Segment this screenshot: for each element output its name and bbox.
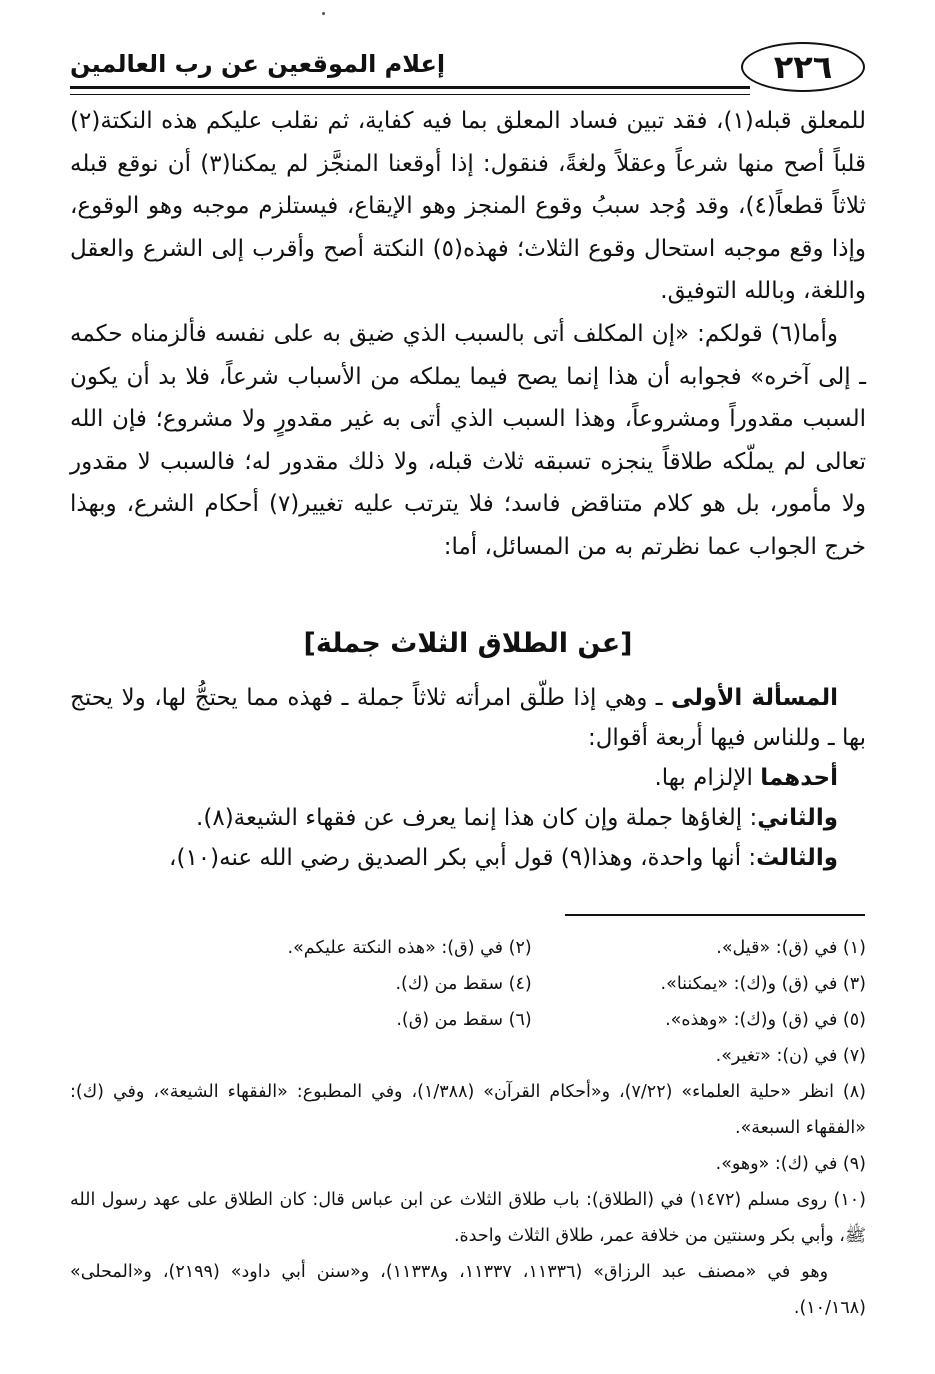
footnote-6: (٦) سقط من (ق). (396, 1010, 532, 1030)
footnote-2: (٢) في (ق): «هذه النكتة عليكم». (287, 938, 532, 958)
footnote-5: (٥) في (ق) و(ك): «وهذه». (665, 1010, 866, 1030)
footnote-4: (٤) سقط من (ك). (395, 974, 532, 994)
footnote-8: (٨) انظر «حلية العلماء» (٧/٢٢)، و«أحكام القرآن» (١/٣٨٨)، وفي المطبوع: «الفقهاء الشيعة»، وفي (ك): «الفقهاء السبعة». (70, 1082, 866, 1138)
page-header (70, 40, 865, 100)
main-text (70, 100, 866, 569)
paragraph-1: للمعلق قبله(١)، فقد تبين فساد المعلق بما فيه كفاية، ثم نقلب عليكم هذه النكتة(٢) قلباً أصح منها شرعاً وعقلاً ولغةً، فنقول: إذا أوقعنا المنجَّز لم يمكنا(٣) أن نوقع قبله ثلاثاً قطعاً(٤)، وقد وُجد سببُ وقوع المنجز وهو الإيقاع، فيستلزم موجبه وهو الوقوع، وإذا وقع موجبه استحال وقوع الثلاث؛ فهذه(٥) النكتة أصح وأقرب إلى الشرع والعقل واللغة، وبالله التوفيق. (70, 108, 866, 305)
footnote-separator (565, 914, 865, 916)
footnote-7: (٧) في (ن): «تغير». (715, 1046, 866, 1066)
footnote-9: (٩) في (ك): «وهو». (715, 1154, 866, 1174)
answer-3-text: : أنها واحدة، وهذا(٩) قول أبي بكر الصديق رضي الله عنه(١٠)، (169, 845, 757, 871)
answer-2-text: : إلغاؤها جملة وإن كان هذا إنما يعرف عن فقهاء الشيعة(٨). (196, 805, 758, 831)
footnote-1: (١) في (ق): «قيل». (716, 938, 866, 958)
question-1-lead: المسألة الأولى (671, 685, 838, 711)
scan-speck (322, 12, 325, 15)
answer-3 (70, 838, 866, 878)
section-heading: [عن الطلاق الثلاث جملة] (303, 628, 633, 659)
question-1-text: ـ وهي إذا طلّق امرأته ثلاثاً جملة ـ فهذه مما يحتجُّ لها، ولا يحتج بها ـ وللناس فيها أربعة أقوال: (70, 685, 866, 751)
answer-1-text: الإلزام بها. (654, 765, 761, 791)
question-1 (70, 678, 866, 758)
footnote-10-continuation: وهو في «مصنف عبد الرزاق» (١١٣٣٦، ١١٣٣٧، و١١٣٣٨)، و«سنن أبي داود» (٢١٩٩)، و«المحلى» (١٠/١٦٨). (70, 1262, 866, 1318)
answer-1-lead: أحدهما (760, 765, 838, 791)
page-number: ٢٢٦ (741, 42, 865, 92)
footnote-10: (١٠) روى مسلم (١٤٧٢) في (الطلاق): باب طلاق الثلاث عن ابن عباس قال: كان الطلاق على عهد رسول الله ﷺ، وأبي بكر وسنتين من خلافة عمر، طلاق الثلاث واحدة. (70, 1190, 866, 1246)
footnotes (70, 930, 866, 1326)
header-rule-thin (70, 94, 750, 95)
answer-2 (70, 798, 866, 838)
answer-3-lead: والثالث (756, 845, 838, 871)
paragraph-2: وأما(٦) قولكم: «إن المكلف أتى بالسبب الذي ضيق به على نفسه فألزمناه حكمه ـ إلى آخره» فجوابه أن هذا إنما يصح فيما يملكه من الأسباب شرعاً، فلا بد أن يكون السبب مقدوراً ومشروعاً، وهذا السبب الذي أتى به غير مقدورٍ ولا مشروع؛ فإن الله تعالى لم يملّكه طلاقاً ينجزه تسبقه ثلاث قبله، ولا ذلك مقدور له؛ فالسبب لا مقدور ولا مأمور، بل هو كلام متناقض فاسد؛ فلا يترتب عليه تغيير(٧) أحكام الشرع، وبهذا خرج الجواب عما نظرتم به من المسائل، أما: (70, 320, 866, 560)
footnote-3: (٣) في (ق) و(ك): «يمكننا». (660, 974, 866, 994)
answer-2-lead: والثاني (757, 805, 838, 831)
question-block (70, 678, 866, 878)
book-title: إعلام الموقعين عن رب العالمين (70, 50, 446, 78)
answer-1 (70, 758, 866, 798)
header-rule-thick (70, 86, 750, 89)
